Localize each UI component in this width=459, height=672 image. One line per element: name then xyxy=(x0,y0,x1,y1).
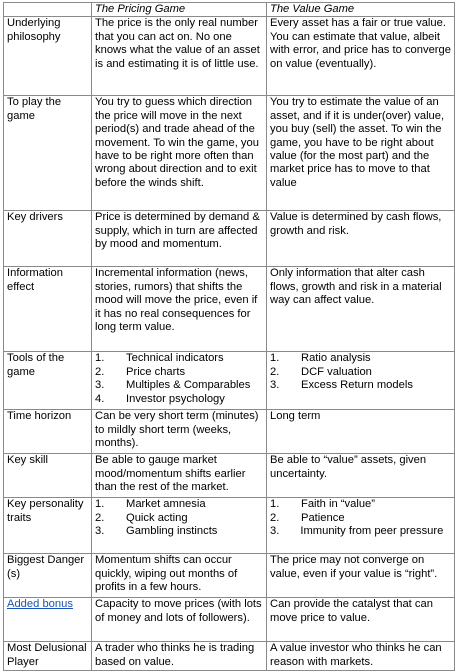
pricing-game-cell: A trader who thinks he is trading based on value. xyxy=(92,642,267,671)
table-row xyxy=(4,598,455,642)
value-game-cell: You try to estimate the value of an asset, and if it is under(over) value, you buy (sell) the asset. To win the game, you have to be right about value (for the most part) and the market price has to move to that value xyxy=(267,96,455,211)
value-game-cell xyxy=(267,498,455,554)
row-label: Most Delusional Player xyxy=(4,642,92,671)
row-label xyxy=(4,598,92,642)
comparison-table-container xyxy=(3,2,454,669)
value-game-cell: The price may not converge on value, even if your value is “right”. xyxy=(267,554,455,598)
row-label: Underlying philosophy xyxy=(4,17,92,96)
pricing-game-cell: Momentum shifts can occur quickly, wiping out months of profits in a few hours. xyxy=(92,554,267,598)
added-bonus-link[interactable]: Added bonus xyxy=(7,598,73,611)
list-item: 2. Price charts xyxy=(95,365,186,378)
value-game-cell: Every asset has a fair or true value. You can estimate that value, albeit with error, and price has to converge on value (eventually). xyxy=(267,17,455,96)
pricing-vs-value-table xyxy=(3,2,455,671)
pricing-game-cell: Can be very short term (minutes) to mildly short term (weeks, months). xyxy=(92,410,267,454)
pricing-game-cell: The price is the only real number that you can act on. No one knows what the value of an asset is and estimating it is of little use. xyxy=(92,17,267,96)
table-row xyxy=(4,267,455,352)
row-label: Key personality traits xyxy=(4,498,92,554)
table-row xyxy=(4,96,455,211)
value-game-cell xyxy=(267,352,455,410)
value-game-cell: Only information that alter cash flows, growth and risk in a material way can affect value. xyxy=(267,267,455,352)
row-label: Time horizon xyxy=(4,410,92,454)
list-item: 1. Technical indicators xyxy=(95,352,224,365)
list-item: 3. Immunity from peer pressure xyxy=(270,525,444,538)
value-game-cell: A value investor who thinks he can reason with markets. xyxy=(267,642,455,671)
list-item: 1. Ratio analysis xyxy=(270,352,371,365)
row-label: Biggest Danger (s) xyxy=(4,554,92,598)
table-header-row xyxy=(4,3,455,17)
value-game-cell: Long term xyxy=(267,410,455,454)
table-row xyxy=(4,498,455,554)
pricing-game-cell: Be able to gauge market mood/momentum shifts earlier than the rest of the market. xyxy=(92,454,267,498)
list-item: 4. Investor psychology xyxy=(95,392,225,405)
value-game-cell: Can provide the catalyst that can move price to value. xyxy=(267,598,455,642)
list-item: 3. Multiples & Comparables xyxy=(95,379,251,392)
list-item: 1. Market amnesia xyxy=(95,498,206,511)
table-row xyxy=(4,352,455,410)
table-row xyxy=(4,454,455,498)
table-row xyxy=(4,211,455,267)
value-game-cell: Be able to “value” assets, given uncertainty. xyxy=(267,454,455,498)
row-label: Key skill xyxy=(4,454,92,498)
table-row xyxy=(4,17,455,96)
header-pricing-game: The Pricing Game xyxy=(92,3,267,17)
row-label: Key drivers xyxy=(4,211,92,267)
table-row xyxy=(4,410,455,454)
table-row xyxy=(4,642,455,671)
row-label: Tools of the game xyxy=(4,352,92,410)
value-game-cell: Value is determined by cash flows, growth and risk. xyxy=(267,211,455,267)
header-corner-cell xyxy=(4,3,92,17)
list-item: 2. Quick acting xyxy=(95,511,188,524)
list-item: 2. DCF valuation xyxy=(270,365,372,378)
pricing-game-cell xyxy=(92,352,267,410)
pricing-game-cell xyxy=(92,498,267,554)
pricing-game-cell: You try to guess which direction the price will move in the next period(s) and trade ahead of the movement. To win the game, you have to be right more often than wrong about direction and to exit before the winds shift. xyxy=(92,96,267,211)
pricing-game-cell: Incremental information (news, stories, rumors) that shifts the mood will move the price, even if it has no real consequences for long term value. xyxy=(92,267,267,352)
header-value-game: The Value Game xyxy=(267,3,455,17)
list-item: 2. Patience xyxy=(270,511,345,524)
list-item: 1. Faith in “value” xyxy=(270,498,375,511)
table-row xyxy=(4,554,455,598)
row-label: To play the game xyxy=(4,96,92,211)
list-item: 3. Excess Return models xyxy=(270,379,413,392)
list-item: 3. Gambling instincts xyxy=(95,525,218,538)
pricing-game-cell: Price is determined by demand & supply, which in turn are affected by mood and momentum. xyxy=(92,211,267,267)
row-label: Information effect xyxy=(4,267,92,352)
pricing-game-cell: Capacity to move prices (with lots of money and lots of followers). xyxy=(92,598,267,642)
